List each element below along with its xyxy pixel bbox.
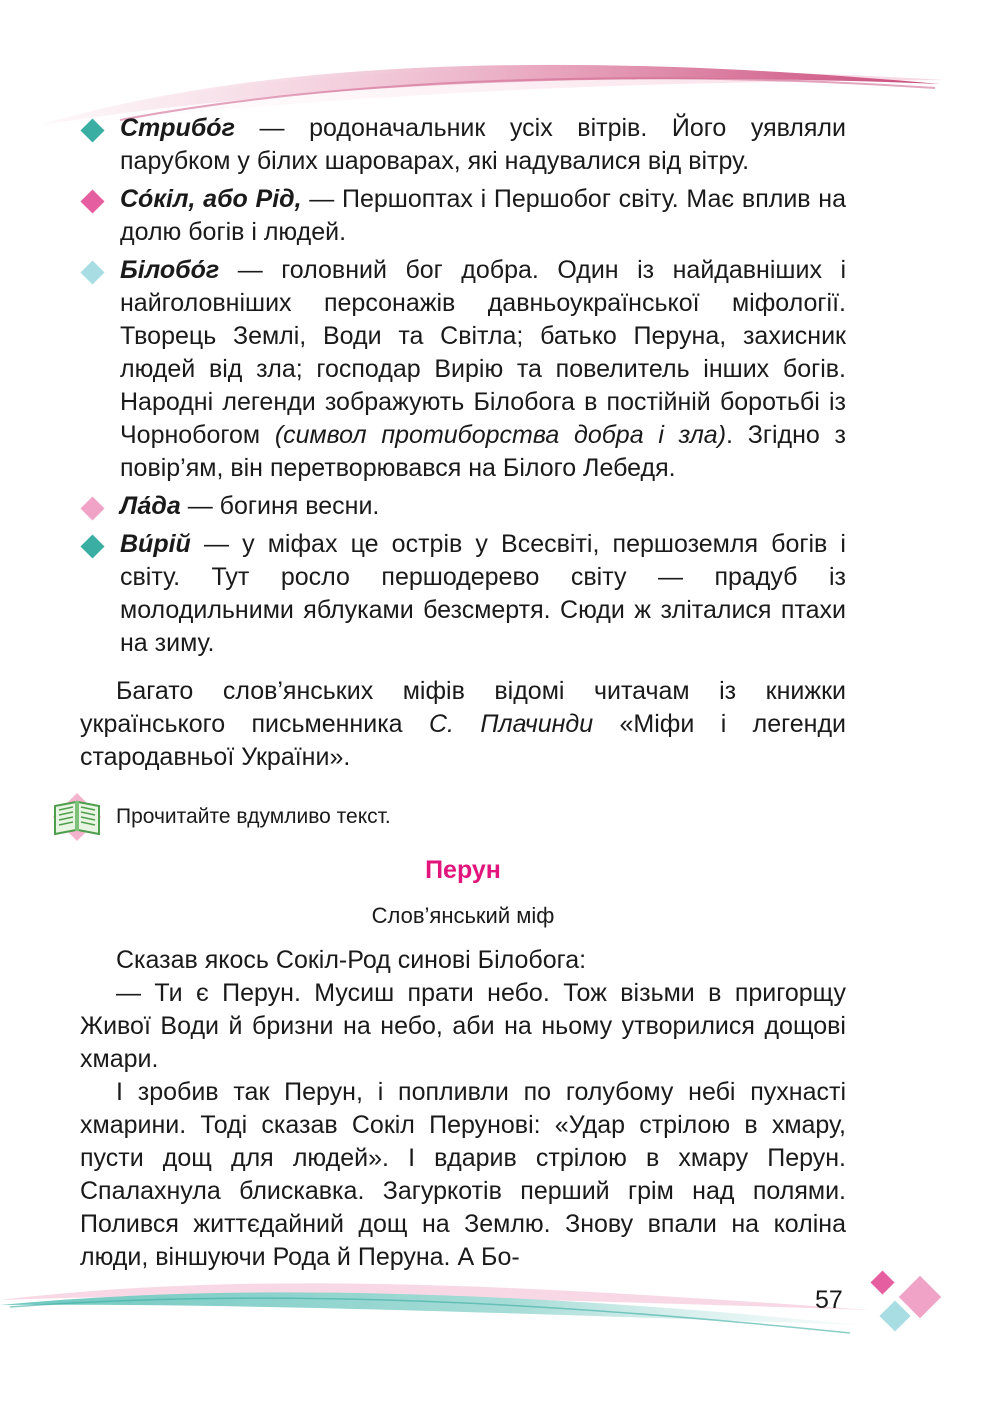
story-subtitle: Слов’янський міф: [371, 903, 555, 928]
story-paragraph: Сказав якось Сокіл-Род синові Білобога:: [116, 946, 587, 974]
glossary-entry-bilobog: [80, 254, 846, 485]
task-instruction: Прочитайте вдумливо текст.: [116, 805, 391, 828]
intro-paragraph: [80, 675, 846, 774]
entry-text: — у міфах це острів у Всесвіті, першоземля богів і світу. Тут росло першодерево світу — прадуб із молодильними яблуками безсмертя. Сюди ж зліталися птахи на зиму.: [120, 530, 846, 657]
diamond-bullet-icon: [80, 496, 104, 520]
intro-text-after: «Міфи і легенди стародавньої України».: [80, 710, 846, 771]
entry-text: — родоначальник усіх вітрів. Його уявляли парубком у білих шароварах, які надувалися від вітру.: [120, 114, 846, 175]
diamond-bullet-icon: [80, 534, 104, 558]
glossary-entry-sokil: [80, 183, 846, 249]
diamond-bullet-icon: [80, 189, 104, 213]
entry-term: Ви́рій: [120, 530, 191, 558]
entry-term: Білобо́г: [120, 256, 220, 284]
glossary-entry-stribog: [80, 112, 846, 178]
entry-text-after: . Згідно з повір’ям, він перетворювався на Білого Лебедя.: [120, 421, 847, 482]
glossary-entry-lada: [80, 490, 846, 523]
intro-text: Багато слов’янських міфів відомі читачам із книжки українського письменника: [80, 677, 846, 738]
entry-text: — головний бог добра. Один із найдавніших і найголовніших персонажів давньоукраїнської міфології. Творець Землі, Води та Світла; батько Перуна, захисник людей від зла; господар Вирію та повелитель інших богів. Народні легенди зображують Білобога в постійній боротьбі із Чорнобогом: [120, 256, 846, 449]
entry-term: Со́кіл, або Рід,: [120, 185, 302, 213]
reading-task: [80, 796, 846, 836]
entry-term: Ла́да: [120, 492, 181, 520]
page-content: [80, 112, 846, 1274]
page-number: 57: [815, 1286, 843, 1314]
glossary-entry-viriy: [80, 528, 846, 660]
book-icon: [50, 790, 104, 844]
entry-term: Стрибо́г: [120, 114, 235, 142]
entry-text: — Першоптах і Першобог світу. Має вплив на долю богів і людей.: [120, 185, 846, 246]
story-paragraph: І зробив так Перун, і попливли по голубому небі пухнасті хмарини. Тоді сказав Сокіл Перунові: «Удар стрілою в хмару, пусти дощ для людей». І вдарив стрілою в хмару Перун. Спалахнула блискавка. Загуркотів перший грім над полями. Полився життєдайний дощ на Землю. Знову впали на коліна люди, віншуючи Рода й Перуна. А Бо-: [80, 1078, 846, 1271]
intro-author: С. Плачинди: [428, 710, 594, 738]
entry-italic-note: (символ протиборства добра і зла): [274, 421, 727, 449]
diamond-bullet-icon: [80, 260, 104, 284]
story-paragraph: — Ти є Перун. Мусиш прати небо. Тож візьми в пригорщу Живої Води й бризни на небо, аби на ньому утворилися дощові хмари.: [80, 979, 846, 1073]
story-title: Перун: [425, 856, 501, 884]
entry-text: — богиня весни.: [180, 492, 380, 520]
diamond-bullet-icon: [80, 118, 104, 142]
